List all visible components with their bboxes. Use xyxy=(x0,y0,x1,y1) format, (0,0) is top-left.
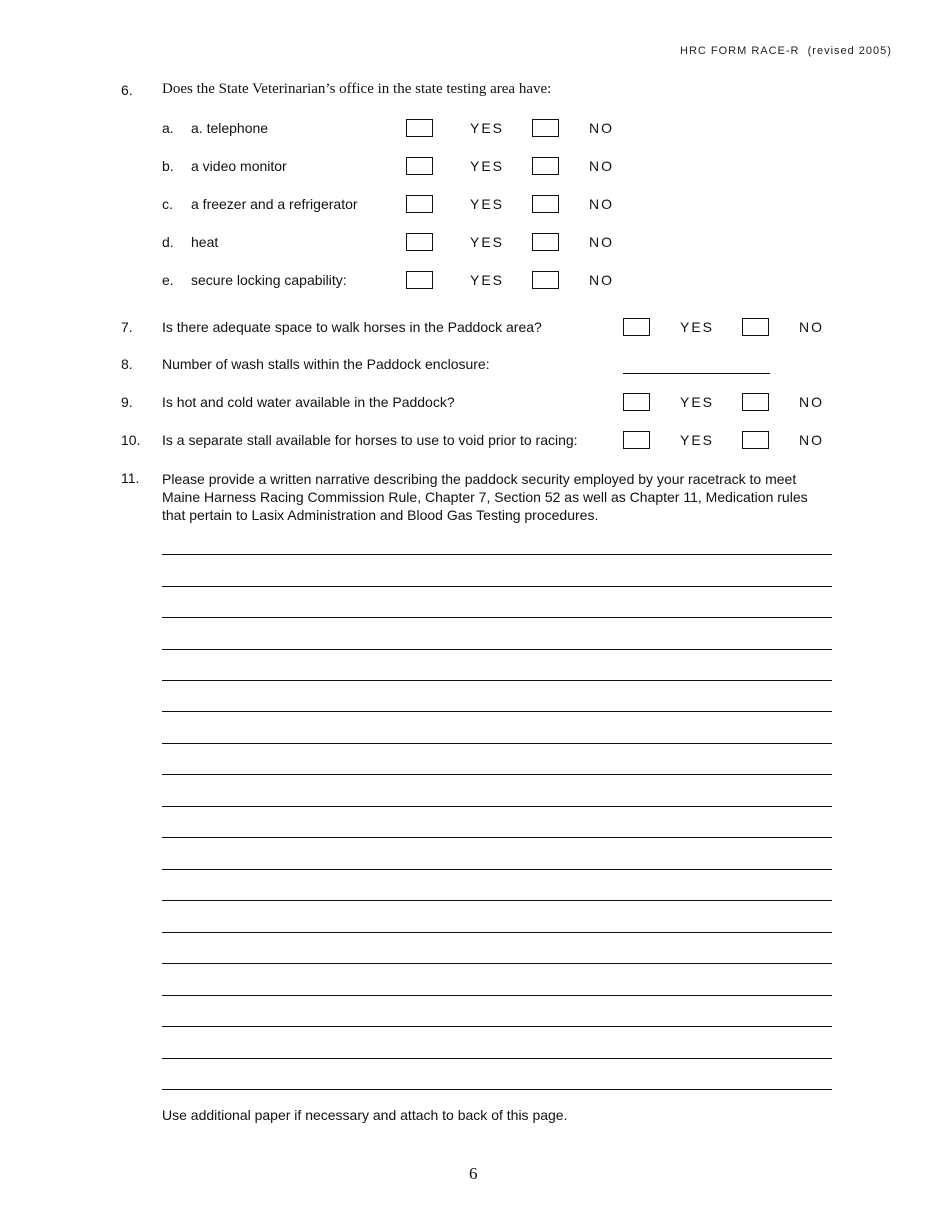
form-id: HRC FORM RACE-R xyxy=(680,45,800,57)
q6b-yes-checkbox[interactable] xyxy=(406,157,433,175)
narrative-line[interactable] xyxy=(162,900,832,901)
footer-note: Use additional paper if necessary and attach to back of this page. xyxy=(162,1107,568,1123)
q6a-yes-checkbox[interactable] xyxy=(406,119,433,137)
narrative-line[interactable] xyxy=(162,963,832,964)
q6-number: 6. xyxy=(121,82,133,98)
q6b-no-label: NO xyxy=(589,158,614,174)
q7-no-label: NO xyxy=(799,319,824,335)
narrative-line[interactable] xyxy=(162,680,832,681)
q6d-yes-checkbox[interactable] xyxy=(406,233,433,251)
narrative-line[interactable] xyxy=(162,554,832,555)
narrative-line[interactable] xyxy=(162,1026,832,1027)
q9-text: Is hot and cold water available in the Paddock? xyxy=(162,394,455,410)
q6c-no-label: NO xyxy=(589,196,614,212)
q10-text: Is a separate stall available for horses to use to void prior to racing: xyxy=(162,432,578,448)
wash-stalls-count-field[interactable] xyxy=(623,369,770,374)
q6-text: Does the State Veterinarian’s office in the state testing area have: xyxy=(162,81,552,97)
narrative-line[interactable] xyxy=(162,586,832,587)
q7-text: Is there adequate space to walk horses in the Paddock area? xyxy=(162,319,542,335)
q6e-yes-checkbox[interactable] xyxy=(406,271,433,289)
q6d-letter: d. xyxy=(162,234,174,250)
form-header xyxy=(680,45,892,57)
q6e-label: secure locking capability: xyxy=(191,272,347,288)
q6d-no-checkbox[interactable] xyxy=(532,233,559,251)
q9-yes-checkbox[interactable] xyxy=(623,393,650,411)
page-number: 6 xyxy=(469,1164,478,1183)
q6e-no-label: NO xyxy=(589,272,614,288)
q6d-yes-label: YES xyxy=(470,234,505,250)
q6d-no-label: NO xyxy=(589,234,614,250)
q6c-yes-checkbox[interactable] xyxy=(406,195,433,213)
q7-no-checkbox[interactable] xyxy=(742,318,769,336)
narrative-line[interactable] xyxy=(162,932,832,933)
narrative-line[interactable] xyxy=(162,617,832,618)
q10-no-checkbox[interactable] xyxy=(742,431,769,449)
q10-yes-label: YES xyxy=(680,432,715,448)
q10-no-label: NO xyxy=(799,432,824,448)
q7-yes-checkbox[interactable] xyxy=(623,318,650,336)
q8-number: 8. xyxy=(121,356,133,372)
form-revision: (revised 2005) xyxy=(807,45,892,57)
q9-no-checkbox[interactable] xyxy=(742,393,769,411)
q11-text: Please provide a written narrative describing the paddock security employed by your racetrack to meet Maine Harness Racing Commission Rule, Chapter 7, Section 52 as well as Chapter 11, Medication rules that pertain to Lasix Administration and Blood Gas Testing procedures. xyxy=(162,471,808,523)
q9-no-label: NO xyxy=(799,394,824,410)
q9-number: 9. xyxy=(121,394,133,410)
q9-yes-label: YES xyxy=(680,394,715,410)
q6b-letter: b. xyxy=(162,158,174,174)
narrative-line[interactable] xyxy=(162,1089,832,1090)
q6e-letter: e. xyxy=(162,272,174,288)
narrative-line[interactable] xyxy=(162,1058,832,1059)
narrative-line[interactable] xyxy=(162,806,832,807)
q6e-yes-label: YES xyxy=(470,272,505,288)
narrative-line[interactable] xyxy=(162,869,832,870)
q10-number: 10. xyxy=(121,432,141,448)
q6b-no-checkbox[interactable] xyxy=(532,157,559,175)
q8-text: Number of wash stalls within the Paddock enclosure: xyxy=(162,356,490,372)
q6a-label: a. telephone xyxy=(191,120,269,136)
q6c-label: a freezer and a refrigerator xyxy=(191,196,358,212)
q6a-no-label: NO xyxy=(589,120,614,136)
q7-yes-label: YES xyxy=(680,319,715,335)
q10-yes-checkbox[interactable] xyxy=(623,431,650,449)
q6a-letter: a. xyxy=(162,120,174,136)
narrative-line[interactable] xyxy=(162,774,832,775)
narrative-line[interactable] xyxy=(162,837,832,838)
q6c-no-checkbox[interactable] xyxy=(532,195,559,213)
narrative-line[interactable] xyxy=(162,743,832,744)
narrative-line[interactable] xyxy=(162,995,832,996)
q7-number: 7. xyxy=(121,319,133,335)
narrative-line[interactable] xyxy=(162,649,832,650)
q6a-no-checkbox[interactable] xyxy=(532,119,559,137)
q11-number: 11. xyxy=(121,470,140,486)
q6d-label: heat xyxy=(191,234,219,250)
q6e-no-checkbox[interactable] xyxy=(532,271,559,289)
q6c-letter: c. xyxy=(162,196,173,212)
q6c-yes-label: YES xyxy=(470,196,505,212)
q6b-label: a video monitor xyxy=(191,158,287,174)
q6b-yes-label: YES xyxy=(470,158,505,174)
narrative-line[interactable] xyxy=(162,711,832,712)
q6a-yes-label: YES xyxy=(470,120,505,136)
